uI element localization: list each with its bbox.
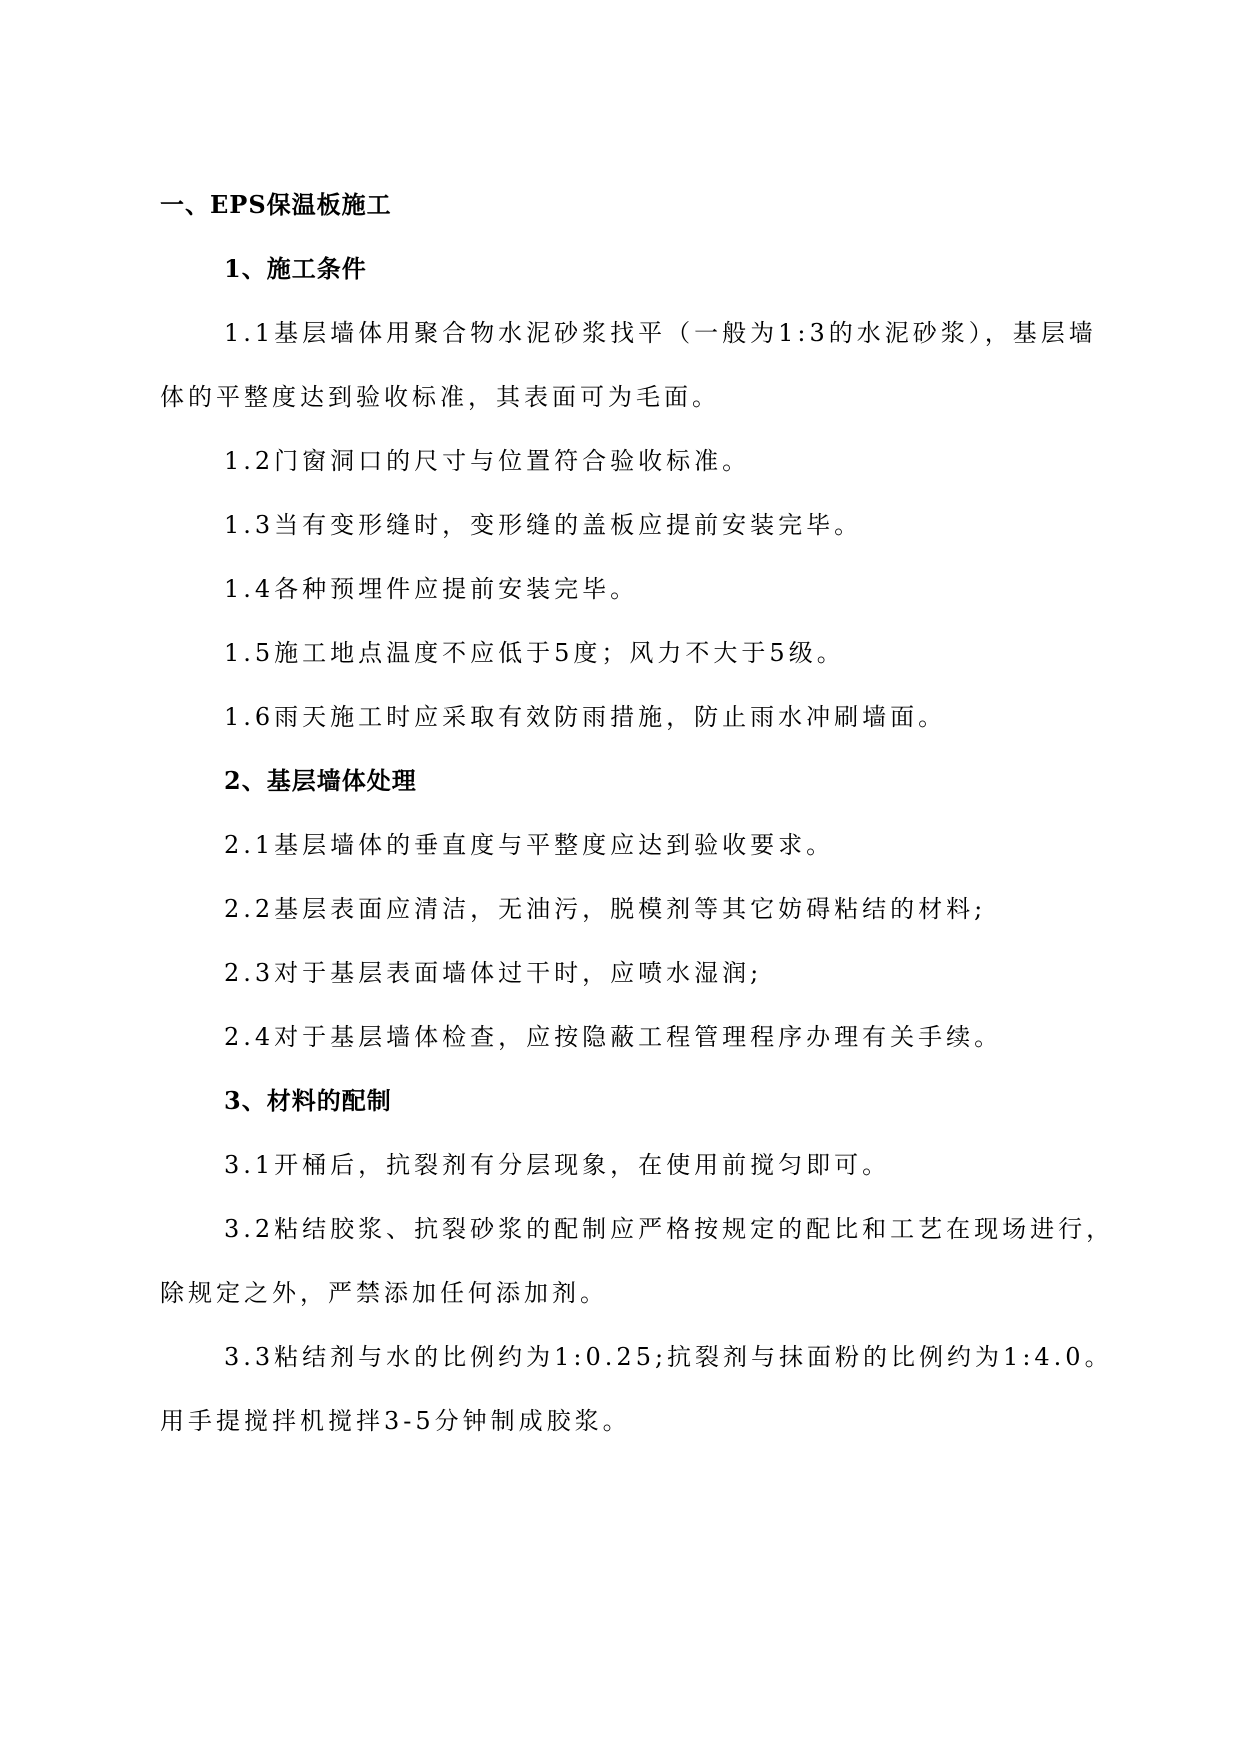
section-heading-1: 1、施工条件 [224,254,367,283]
paragraph-3-3-line-2: 用手提搅拌机搅拌3-5分钟制成胶浆。 [160,1407,631,1435]
paragraph-2-3: 2.3对于基层表面墙体过干时，应喷水湿润; [224,959,763,987]
paragraph-3-2-line-2: 除规定之外，严禁添加任何添加剂。 [160,1279,608,1307]
paragraph-1-1-line-2: 体的平整度达到验收标准，其表面可为毛面。 [160,383,720,411]
paragraph-1-5: 1.5施工地点温度不应低于5度；风力不大于5级。 [224,639,845,667]
paragraph-1-6: 1.6雨天施工时应采取有效防雨措施，防止雨水冲刷墙面。 [224,703,947,731]
paragraph-1-1-line-1: 1.1基层墙体用聚合物水泥砂浆找平（一般为1:3的水泥砂浆），基层墙 [224,319,1097,347]
document-title: 一、EPS保温板施工 [160,190,392,219]
section-heading-3: 3、材料的配制 [224,1086,392,1115]
paragraph-2-4: 2.4对于基层墙体检查，应按隐蔽工程管理程序办理有关手续。 [224,1023,1003,1051]
paragraph-2-2: 2.2基层表面应清洁，无油污，脱模剂等其它妨碍粘结的材料; [224,895,987,923]
paragraph-1-3: 1.3当有变形缝时，变形缝的盖板应提前安装完毕。 [224,511,863,539]
paragraph-1-2: 1.2门窗洞口的尺寸与位置符合验收标准。 [224,447,751,475]
paragraph-1-4: 1.4各种预埋件应提前安装完毕。 [224,575,639,603]
paragraph-3-3-line-1: 3.3粘结剂与水的比例约为1:0.25;抗裂剂与抹面粉的比例约为1:4.0。 [224,1343,1113,1371]
paragraph-2-1: 2.1基层墙体的垂直度与平整度应达到验收要求。 [224,831,835,859]
paragraph-3-1: 3.1开桶后，抗裂剂有分层现象，在使用前搅匀即可。 [224,1151,891,1179]
section-heading-2: 2、基层墙体处理 [224,766,417,795]
paragraph-3-2-line-1: 3.2粘结胶浆、抗裂砂浆的配制应严格按规定的配比和工艺在现场进行， [224,1215,1115,1243]
